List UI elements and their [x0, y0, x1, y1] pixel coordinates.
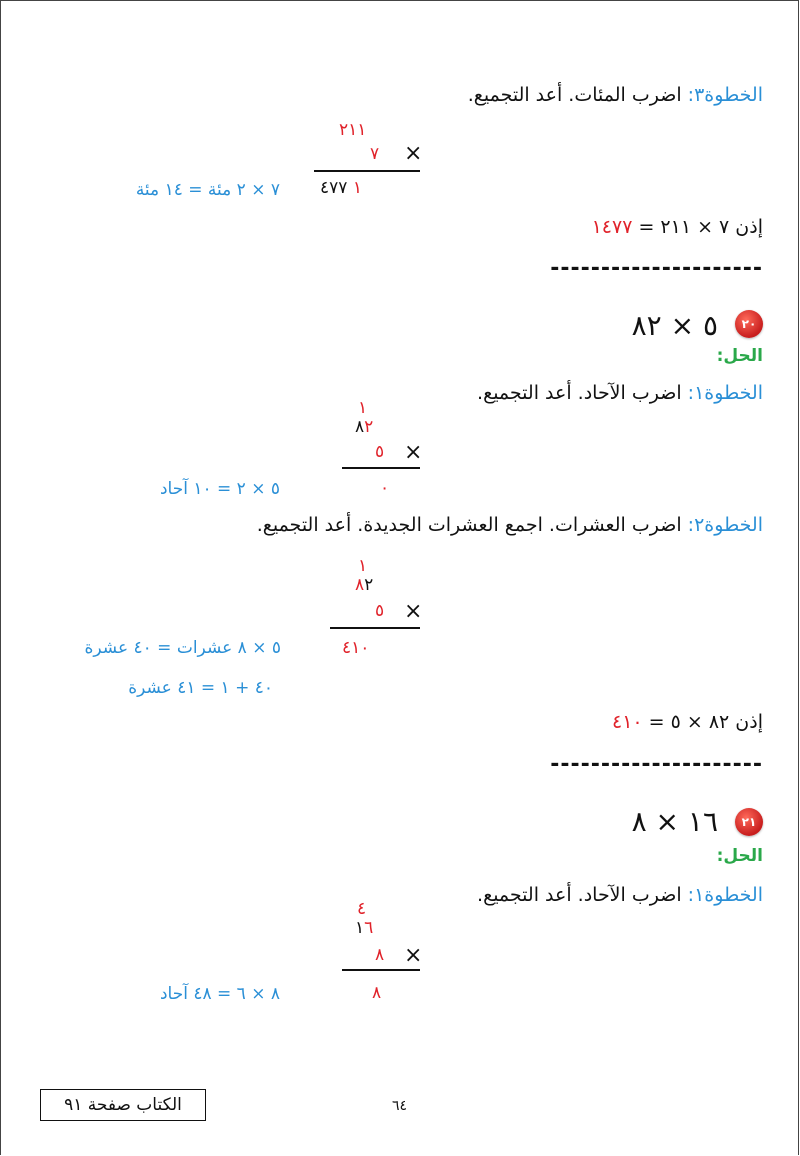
top-ones: ٦	[364, 918, 374, 938]
top-number: ٢١١	[339, 120, 367, 140]
step-label: الخطوة١:	[687, 884, 763, 906]
multiplier: ٨	[375, 945, 385, 965]
step-text: اضرب الآحاد. أعد التجميع.	[477, 884, 688, 906]
product-result: ٨	[372, 983, 382, 1003]
carry-digit: ٤	[357, 899, 367, 919]
step2-heading	[257, 514, 763, 536]
top-number	[355, 575, 373, 595]
step-text: اضرب الآحاد. أعد التجميع.	[477, 382, 688, 404]
step3-note: ٧ × ٢ مئة = ١٤ مئة	[135, 180, 280, 200]
step2-note-1: ٥ × ٨ عشرات = ٤٠ عشرة	[84, 638, 281, 658]
product-result	[320, 178, 362, 198]
times-sign: ×	[404, 141, 423, 166]
top-ones: ٢	[364, 417, 374, 437]
step1-heading	[477, 884, 763, 906]
carry-digit: ١	[358, 556, 368, 576]
top-tens: ٨	[355, 417, 365, 437]
problem-expression: ٥ × ٨٢	[631, 309, 718, 342]
multiplier: ٧	[370, 144, 380, 164]
product-result: ٠	[380, 478, 390, 498]
page-number: ٦٤	[392, 1098, 408, 1114]
top-ones: ٢	[364, 575, 374, 595]
multiplier: ٥	[375, 601, 385, 621]
conclusion-2	[612, 711, 763, 733]
top-number	[355, 918, 373, 938]
product-result-black: ٤٧٧	[320, 178, 348, 198]
conclusion-1	[592, 216, 763, 238]
top-tens: ٨	[355, 575, 365, 595]
multiplication-line	[330, 627, 420, 629]
product-result: ٤١٠	[342, 638, 370, 658]
step-text: اضرب العشرات. اجمع العشرات الجديدة. أعد التجميع.	[256, 514, 688, 536]
top-tens: ١	[355, 918, 365, 938]
times-sign: ×	[404, 943, 423, 968]
step2-note-2: ٤٠ + ١ = ٤١ عشرة	[128, 678, 273, 698]
conclusion-prefix: إذن	[729, 216, 763, 238]
multiplication-line	[314, 170, 420, 172]
top-number	[355, 417, 373, 437]
badge-number: ٢٠	[741, 317, 757, 331]
step1-note: ٨ × ٦ = ٤٨ آحاد	[159, 984, 280, 1004]
conclusion-prefix: إذن	[729, 711, 763, 733]
problem-number-badge	[735, 808, 763, 836]
conclusion-answer: ٤١٠	[612, 711, 643, 733]
divider-2: ---------------------	[550, 752, 763, 777]
problem-number-badge	[735, 310, 763, 338]
step-label: الخطوة٣:	[687, 84, 763, 106]
badge-number: ٢١	[741, 815, 757, 829]
times-sign: ×	[404, 440, 423, 465]
divider-1: ---------------------	[550, 256, 763, 281]
solution-label: الحل:	[716, 846, 763, 866]
step-label: الخطوة١:	[687, 382, 763, 404]
times-sign: ×	[404, 599, 423, 624]
book-reference-box	[40, 1089, 206, 1121]
conclusion-equation: ٨٢ × ٥ =	[642, 711, 730, 733]
step-text: اضرب المئات. أعد التجميع.	[467, 84, 688, 106]
book-reference: الكتاب صفحة ٩١	[64, 1095, 182, 1115]
step-label: الخطوة٢:	[687, 514, 763, 536]
carry-digit: ١	[358, 398, 368, 418]
multiplier: ٥	[375, 442, 385, 462]
conclusion-answer: ١٤٧٧	[591, 216, 633, 238]
solution-label: الحل:	[716, 346, 763, 366]
problem-expression: ١٦ × ٨	[631, 805, 718, 838]
step3-heading	[468, 84, 763, 106]
step1-note: ٥ × ٢ = ١٠ آحاد	[159, 479, 280, 499]
multiplication-line	[342, 467, 420, 469]
product-result-red: ١	[352, 178, 362, 198]
multiplication-line	[342, 969, 420, 971]
conclusion-equation: ٧ × ٢١١ =	[632, 216, 730, 238]
step1-heading	[477, 382, 763, 404]
